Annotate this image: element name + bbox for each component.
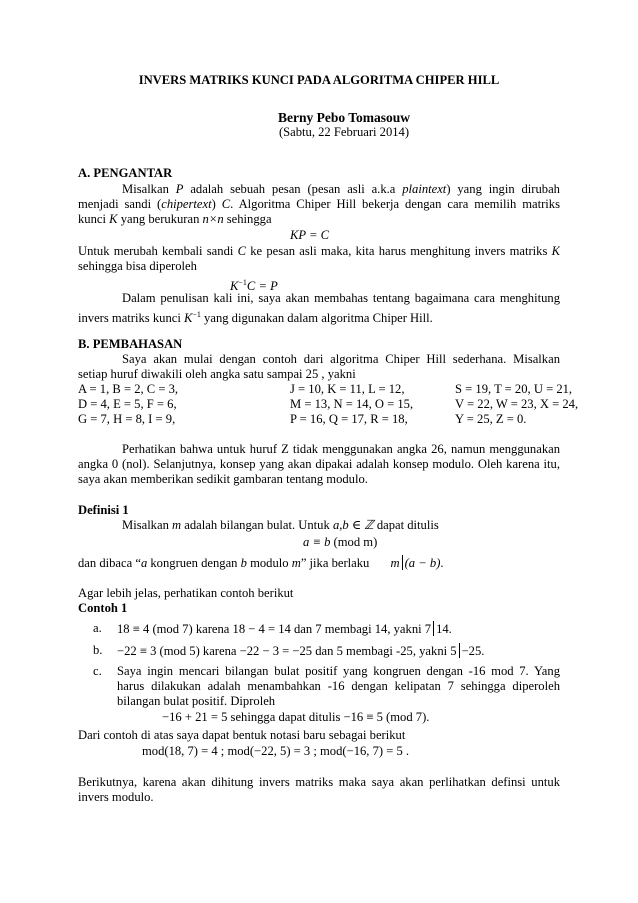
section-a-paragraph-3-line-2: invers matriks kunci $K^{-1}$ yang digunakan dalam algoritma Chiper Hill. bbox=[78, 310, 433, 326]
section-a-paragraph-1-line-1: Misalkan P adalah sebuah pesan (pesan asli a.k.a plaintext) yang ingin dirubah bbox=[122, 182, 560, 196]
letter-table-r2-c1: D = 4, E = 5, F = 6, bbox=[78, 397, 177, 411]
definition-congruence-equation: a ≡ b (mod m) bbox=[303, 535, 378, 549]
section-b-paragraph-2-line-1: Perhatikan bahwa untuk huruf Z tidak menggunakan angka 26, namun menggunakan bbox=[122, 442, 560, 456]
letter-table-r1-c3: S = 19, T = 20, U = 21, bbox=[455, 382, 573, 396]
letter-table-r1-c2: J = 10, K = 11, L = 12, bbox=[290, 382, 405, 396]
example-intro: Agar lebih jelas, perhatikan contoh berikut bbox=[78, 586, 294, 600]
letter-table-r3-c2: P = 16, Q = 17, R = 18, bbox=[290, 412, 408, 426]
author-name: Berny Pebo Tomasouw bbox=[277, 110, 411, 125]
example-c-line-1: Saya ingin mencari bilangan bulat positif yang kongruen dengan -16 mod 7. Yang bbox=[117, 664, 560, 678]
section-b-heading: B. PEMBAHASAN bbox=[78, 337, 183, 351]
definition-heading: Definisi 1 bbox=[78, 503, 129, 517]
section-a-paragraph-1-line-3: kunci K yang berukuran n×n sehingga bbox=[78, 212, 272, 226]
example-heading: Contoh 1 bbox=[78, 601, 128, 615]
notation-equations: mod(18, 7) = 4 ; mod(−22, 5) = 3 ; mod(−16, 7) = 5 . bbox=[142, 744, 410, 758]
notation-intro: Dari contoh di atas saya dapat bentuk notasi baru sebagai berikut bbox=[78, 728, 406, 742]
section-a-paragraph-2-line-2: sehingga bisa diperoleh bbox=[78, 259, 197, 273]
section-a-paragraph-2-line-1: Untuk merubah kembali sandi C ke pesan asli maka, kita harus menghitung invers matriks K bbox=[78, 244, 560, 258]
section-b-paragraph-2-line-3: saya akan memberikan sedikit gambaran tentang modulo. bbox=[78, 472, 368, 486]
letter-table-r2-c3: V = 22, W = 23, X = 24, bbox=[455, 397, 579, 411]
letter-table-r3-c1: G = 7, H = 8, I = 9, bbox=[78, 412, 176, 426]
section-a-paragraph-1-line-2: menjadi sandi (chipertext) C. Algoritma Chiper Hill bekerja dengan cara memilih matriks bbox=[78, 197, 560, 211]
example-a-label: a. bbox=[93, 621, 102, 635]
section-b-paragraph-1-line-2: setiap huruf diwakili oleh angka satu sampai 25 , yakni bbox=[78, 367, 356, 381]
definition-line-2: dan dibaca “a kongruen dengan b modulo m” jika berlaku m (a − b). bbox=[78, 556, 444, 570]
closing-line-2: invers modulo. bbox=[78, 790, 154, 804]
example-b-line: −22 ≡ 3 (mod 5) karena −22 − 3 = −25 dan 5 membagi -25, yakni 5 −25. bbox=[117, 644, 485, 658]
definition-line-1: Misalkan m adalah bilangan bulat. Untuk a,b ∈ ℤ dapat ditulis bbox=[122, 518, 439, 532]
equation-kinv-c-p: $K^{-1}C = P$ bbox=[230, 278, 278, 294]
example-c-label: c. bbox=[93, 664, 102, 678]
example-c-line-2: harus dilakukan adalah menambahkan -16 dengan kelipatan 7 sehingga diperoleh bbox=[117, 679, 560, 693]
example-b-label: b. bbox=[93, 643, 103, 657]
letter-table-r1-c1: A = 1, B = 2, C = 3, bbox=[78, 382, 179, 396]
document-title: INVERS MATRIKS KUNCI PADA ALGORITMA CHIPER HILL bbox=[138, 73, 500, 87]
section-a-heading: A. PENGANTAR bbox=[78, 166, 173, 180]
letter-table-r2-c2: M = 13, N = 14, O = 15, bbox=[290, 397, 414, 411]
closing-line-1: Berikutnya, karena akan dihitung invers matriks maka saya akan perlihatkan definsi untuk bbox=[78, 775, 560, 789]
example-c-equation: −16 + 21 = 5 sehingga dapat ditulis −16 ≡ 5 (mod 7). bbox=[162, 710, 430, 724]
example-a-line: 18 ≡ 4 (mod 7) karena 18 − 4 = 14 dan 7 membagi 14, yakni 7 14. bbox=[117, 622, 452, 636]
section-b-paragraph-2-line-2: angka 0 (nol). Selanjutnya, konsep yang akan dipakai adalah konsep modulo. Oleh karena itu, bbox=[78, 457, 560, 471]
section-a-paragraph-3-line-1: Dalam penulisan kali ini, saya akan membahas tentang bagaimana cara menghitung bbox=[122, 291, 560, 305]
equation-kp-c: KP = C bbox=[290, 228, 330, 242]
letter-table-r3-c3: Y = 25, Z = 0. bbox=[455, 412, 527, 426]
section-b-paragraph-1-line-1: Saya akan mulai dengan contoh dari algoritma Chiper Hill sederhana. Misalkan bbox=[122, 352, 560, 366]
example-c-line-3: bilangan bulat positif. Diproleh bbox=[117, 694, 276, 708]
document-date: (Sabtu, 22 Februari 2014) bbox=[278, 125, 410, 139]
